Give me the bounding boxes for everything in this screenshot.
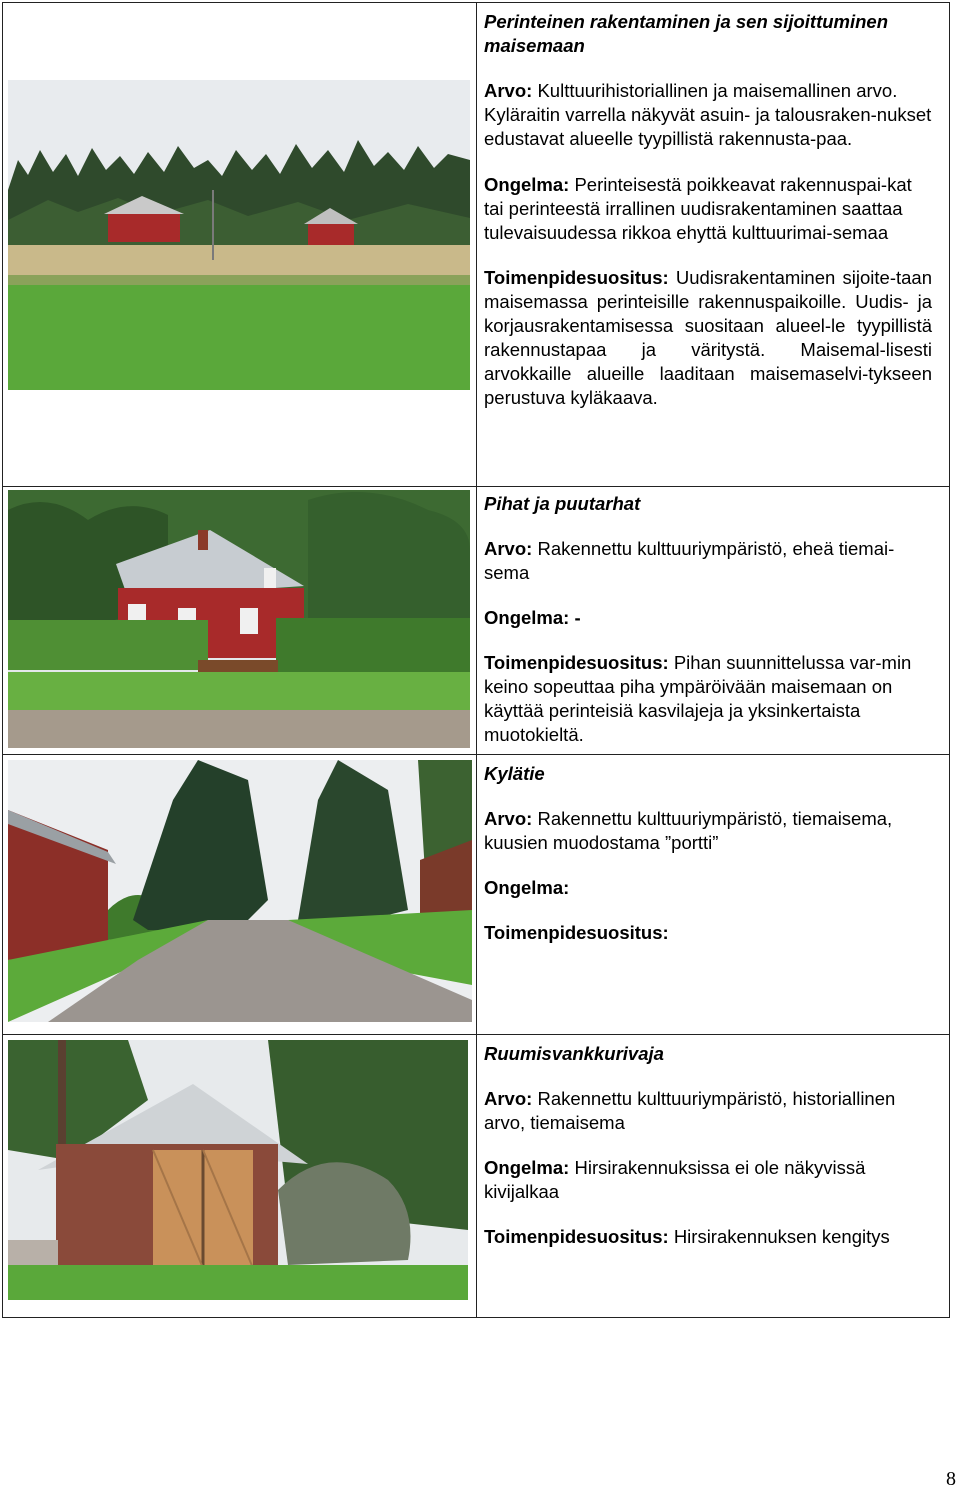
photo-red-house-garden — [8, 490, 470, 748]
value-label: Arvo: — [484, 538, 533, 559]
recommendation-text: Pihan suunnittelussa var-min keino sopeuttaa piha ympäröivään maisemaan on käyttää perinteisiä kasvilajeja ja yksinkertaista muotokieltä. — [484, 652, 912, 745]
problem-paragraph — [484, 876, 932, 900]
section-heading: Pihat ja puutarhat — [484, 493, 641, 514]
recommendation-paragraph — [484, 1225, 932, 1249]
recommendation-label: Toimenpidesuositus: — [484, 922, 669, 943]
value-paragraph — [484, 807, 932, 855]
value-paragraph — [484, 79, 932, 151]
problem-text: Perinteisestä poikkeavat rakennuspai-kat tai perinteestä irrallinen uudisrakentaminen saattaa tulevaisuudessa rikkoa ehyttä kulttuurimai-semaa — [484, 174, 912, 243]
row-divider — [2, 1034, 950, 1035]
recommendation-paragraph — [484, 651, 932, 747]
problem-label: Ongelma: — [484, 174, 570, 195]
value-text: Rakennettu kulttuuriympäristö, eheä tiemai-sema — [484, 538, 895, 583]
recommendation-paragraph — [484, 266, 932, 410]
row-text-yards-gardens — [484, 492, 932, 768]
row-divider — [2, 486, 950, 487]
photo-hearse-shed — [8, 1040, 468, 1300]
photo-village-road — [8, 760, 472, 1022]
problem-text: - — [574, 607, 581, 628]
photo-village-landscape — [8, 80, 470, 390]
row-text-traditional-building — [484, 10, 932, 431]
recommendation-label: Toimenpidesuositus: — [484, 1226, 669, 1247]
value-label: Arvo: — [484, 808, 533, 829]
section-heading: Ruumisvankkurivaja — [484, 1043, 664, 1064]
problem-paragraph — [484, 173, 932, 245]
value-paragraph — [484, 537, 932, 585]
section-heading: Kylätie — [484, 763, 545, 784]
problem-paragraph — [484, 606, 932, 630]
problem-label: Ongelma: — [484, 607, 570, 628]
value-paragraph — [484, 1087, 932, 1135]
problem-text: Hirsirakennuksissa ei ole näkyvissä kivijalkaa — [484, 1157, 866, 1202]
row-text-hearse-shed — [484, 1042, 932, 1270]
page-number: 8 — [946, 1468, 956, 1490]
column-divider — [476, 2, 477, 1318]
recommendation-label: Toimenpidesuositus: — [484, 267, 669, 288]
problem-label: Ongelma: — [484, 1157, 570, 1178]
value-text: Rakennettu kulttuuriympäristö, historiallinen arvo, tiemaisema — [484, 1088, 896, 1133]
recommendation-label: Toimenpidesuositus: — [484, 652, 669, 673]
value-label: Arvo: — [484, 1088, 533, 1109]
value-text: Rakennettu kulttuuriympäristö, tiemaisema, kuusien muodostama ”portti” — [484, 808, 893, 853]
value-label: Arvo: — [484, 80, 533, 101]
recommendation-text: Hirsirakennuksen kengitys — [673, 1226, 890, 1247]
recommendation-paragraph — [484, 921, 932, 945]
problem-paragraph — [484, 1156, 932, 1204]
value-text: Kulttuurihistoriallinen ja maisemallinen arvo. Kyläraitin varrella näkyvät asuin- ja talousraken-nukset edustavat alueelle tyypillistä rakennusta-paa. — [484, 80, 932, 149]
problem-label: Ongelma: — [484, 877, 570, 898]
row-text-village-road — [484, 762, 932, 966]
section-heading: Perinteinen rakentaminen ja sen sijoittuminen maisemaan — [484, 11, 889, 56]
recommendation-text: Uudisrakentaminen sijoite-taan maisemassa perinteisille rakennuspaikoille. Uudis- ja korjausrakentamisessa suositaan alueel-le tyypillistä rakennustapaa ja väritystä. Maisemal-lisesti arvokkaille alueille laaditaan maisemaselvi-tykseen perustuva kyläkaava. — [484, 267, 932, 408]
